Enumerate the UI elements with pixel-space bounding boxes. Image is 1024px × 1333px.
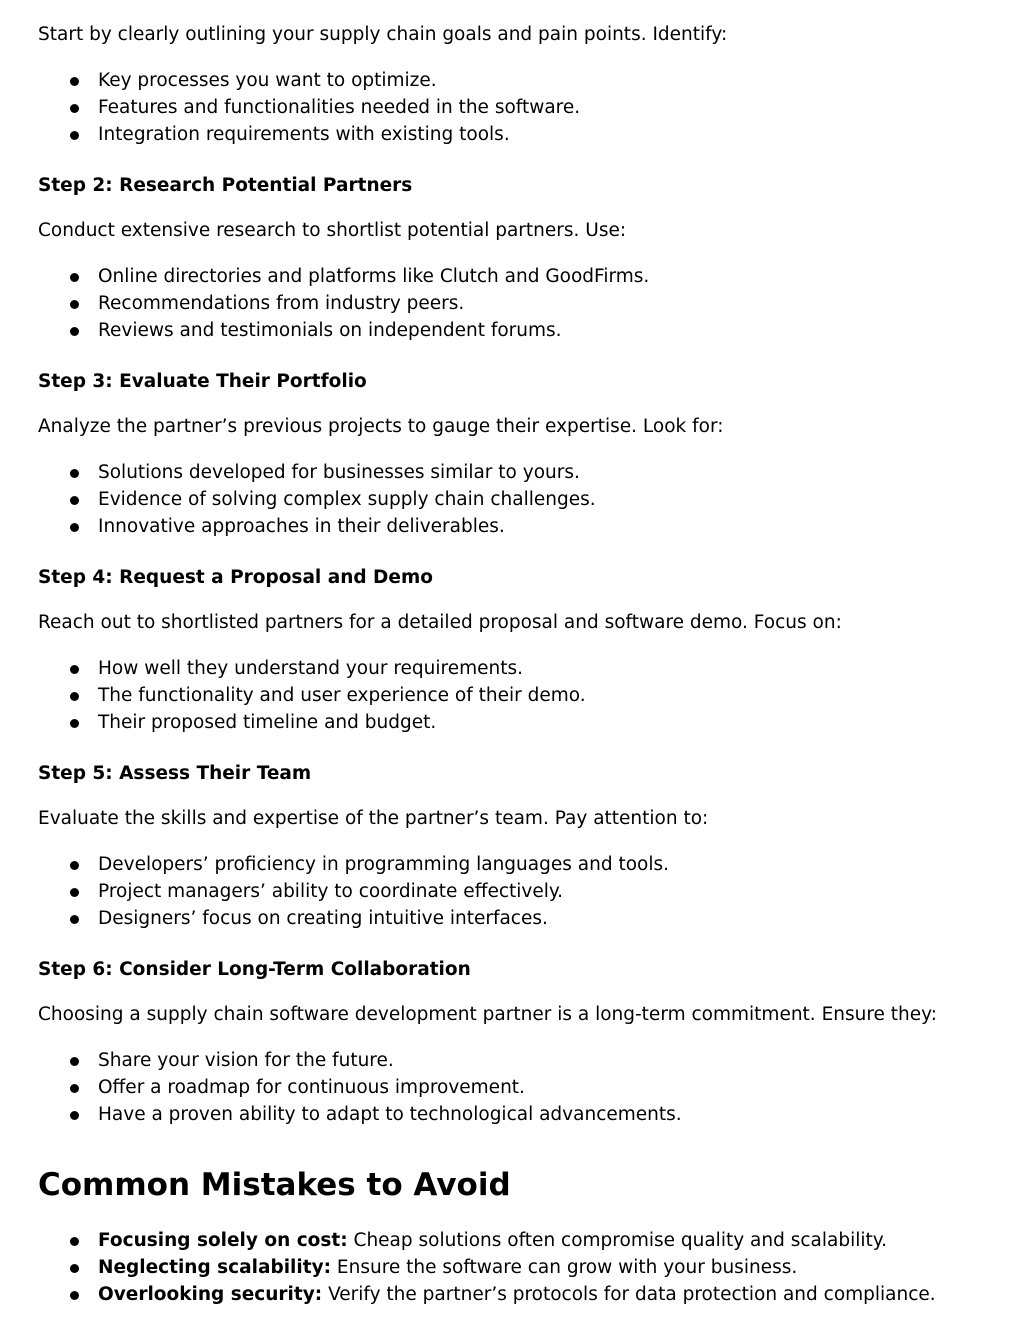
step-4-paragraph: Reach out to shortlisted partners for a detailed proposal and software demo. Focus on: [38, 612, 842, 633]
list-item-text: Their proposed timeline and budget. [98, 712, 437, 733]
step-2-paragraph: Conduct extensive research to shortlist potential partners. Use: [38, 220, 627, 241]
mistakes-list [38, 1227, 998, 1308]
mistake-description: Verify the partner’s protocols for data protection and compliance. [322, 1284, 936, 1305]
list-item [38, 513, 998, 540]
list-item [38, 121, 998, 148]
list-item-text: Key processes you want to optimize. [98, 70, 437, 91]
list-item [38, 905, 998, 932]
list-item-text: The functionality and user experience of their demo. [98, 685, 586, 706]
list-item-text: Share your vision for the future. [98, 1050, 394, 1071]
list-item [38, 94, 998, 121]
intro-list [38, 67, 998, 148]
list-item [38, 1281, 998, 1308]
list-item-text: Designers’ focus on creating intuitive interfaces. [98, 908, 548, 929]
bullet-icon [70, 888, 79, 897]
step-3-paragraph: Analyze the partner’s previous projects to gauge their expertise. Look for: [38, 416, 724, 437]
list-item-text: Innovative approaches in their deliverables. [98, 516, 505, 537]
list-item [38, 1047, 998, 1074]
step-6-paragraph: Choosing a supply chain software development partner is a long-term commitment. Ensure they: [38, 1004, 938, 1025]
list-item-text: Features and functionalities needed in the software. [98, 97, 581, 118]
step-6-heading: Step 6: Consider Long-Term Collaboration [38, 959, 471, 980]
step-2-list [38, 263, 998, 344]
bullet-icon [70, 861, 79, 870]
list-item-text: Solutions developed for businesses similar to yours. [98, 462, 580, 483]
common-mistakes-heading: Common Mistakes to Avoid [38, 1167, 511, 1203]
list-item-text: Evidence of solving complex supply chain challenges. [98, 489, 596, 510]
step-4-list [38, 655, 998, 736]
list-item-text: Integration requirements with existing tools. [98, 124, 510, 145]
list-item [38, 486, 998, 513]
list-item-text: Online directories and platforms like Clutch and GoodFirms. [98, 266, 650, 287]
bullet-icon [70, 1237, 79, 1246]
step-4-heading: Step 4: Request a Proposal and Demo [38, 567, 433, 588]
list-item [38, 851, 998, 878]
list-item [38, 1101, 998, 1128]
list-item-text: Offer a roadmap for continuous improvement. [98, 1077, 525, 1098]
list-item [38, 290, 998, 317]
bullet-icon [70, 273, 79, 282]
bullet-icon [70, 1264, 79, 1273]
bullet-icon [70, 104, 79, 113]
list-item-text: Project managers’ ability to coordinate effectively. [98, 881, 564, 902]
list-item [38, 459, 998, 486]
mistake-description: Cheap solutions often compromise quality and scalability. [347, 1230, 887, 1251]
list-item [38, 1227, 998, 1254]
list-item-text: Reviews and testimonials on independent forums. [98, 320, 562, 341]
document-body [38, 22, 998, 1333]
list-item [38, 709, 998, 736]
step-5-heading: Step 5: Assess Their Team [38, 763, 312, 784]
list-item [38, 317, 998, 344]
list-item [38, 263, 998, 290]
bullet-icon [70, 665, 79, 674]
bullet-icon [70, 719, 79, 728]
bullet-icon [70, 469, 79, 478]
mistake-term: Overlooking security: [98, 1284, 323, 1305]
bullet-icon [70, 1111, 79, 1120]
list-item-text: Developers’ proficiency in programming languages and tools. [98, 854, 669, 875]
list-item [38, 682, 998, 709]
mistake-term: Focusing solely on cost: [98, 1230, 348, 1251]
list-item-text: How well they understand your requirements. [98, 658, 524, 679]
bullet-icon [70, 1291, 79, 1300]
list-item-text: Have a proven ability to adapt to technological advancements. [98, 1104, 682, 1125]
step-3-heading: Step 3: Evaluate Their Portfolio [38, 371, 367, 392]
step-3-list [38, 459, 998, 540]
mistake-term: Neglecting scalability: [98, 1257, 332, 1278]
list-item-text: Recommendations from industry peers. [98, 293, 465, 314]
bullet-icon [70, 300, 79, 309]
bullet-icon [70, 131, 79, 140]
bullet-icon [70, 915, 79, 924]
bullet-icon [70, 523, 79, 532]
list-item [38, 67, 998, 94]
bullet-icon [70, 1057, 79, 1066]
list-item [38, 1254, 998, 1281]
intro-paragraph: Start by clearly outlining your supply chain goals and pain points. Identify: [38, 24, 728, 45]
mistake-description: Ensure the software can grow with your business. [331, 1257, 798, 1278]
step-2-heading: Step 2: Research Potential Partners [38, 175, 413, 196]
bullet-icon [70, 77, 79, 86]
step-6-list [38, 1047, 998, 1128]
bullet-icon [70, 327, 79, 336]
bullet-icon [70, 496, 79, 505]
bullet-icon [70, 692, 79, 701]
step-5-paragraph: Evaluate the skills and expertise of the partner’s team. Pay attention to: [38, 808, 709, 829]
list-item [38, 1074, 998, 1101]
step-5-list [38, 851, 998, 932]
bullet-icon [70, 1084, 79, 1093]
list-item [38, 655, 998, 682]
list-item [38, 878, 998, 905]
